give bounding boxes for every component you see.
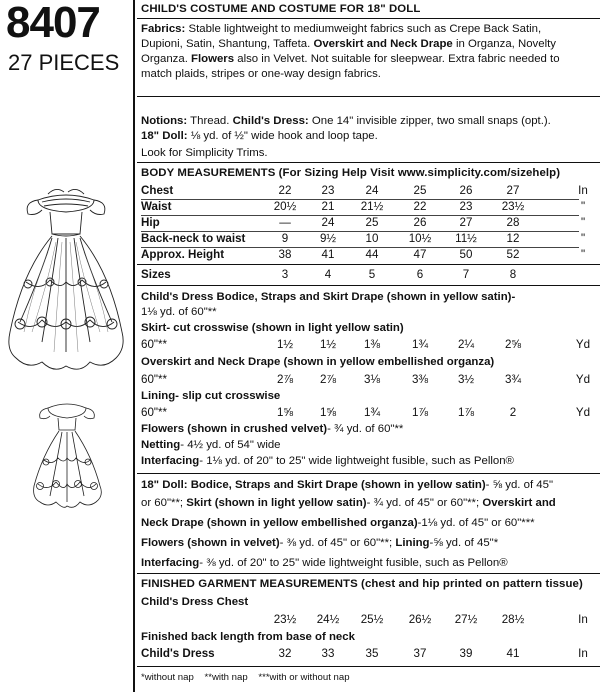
doll-line-1: 18" Doll: Bodice, Straps and Skirt Drape (shown in yellow satin)- ⅝ yd. of 45": [141, 479, 554, 491]
column-divider: [133, 0, 135, 692]
divider: [137, 264, 600, 265]
doll-line-5: Interfacing- ⅜ yd. of 20" to 25" wide lightweight fusible, such as Pellon®: [141, 557, 508, 569]
child-dress-illustration: [2, 182, 130, 378]
sizes-row: Sizes 3 4 5 6 7 8: [141, 268, 517, 281]
bodice-yardage: 1⅛ yd. of 60"**: [141, 306, 217, 318]
footnotes: [141, 672, 358, 683]
fabrics-line-3: Organza. Flowers also in Velvet. Not suitable for sleepwear. Extra fabric needed to: [141, 53, 560, 65]
finished-chest-row: 23½ 24½ 25½ 26½ 27½ 28½ In: [273, 613, 588, 626]
doll-line-2: or 60"**; Skirt (shown in light yellow satin)- ¾ yd. of 45" or 60"**; Overskirt and: [141, 497, 556, 509]
left-panel: [0, 0, 130, 692]
body-measurements-title: BODY MEASUREMENTS (For Sizing Help Visit www.simplicity.com/sizehelp): [141, 167, 561, 179]
measure-row-back-neck: Back-neck to waist 9 9½ 10 10½ 11½ 12 ": [141, 232, 586, 245]
footnote-without-nap: *without nap: [141, 672, 194, 683]
doll-line-3: Neck Drape (shown in yellow embellished organza)-1⅛ yd. of 45" or 60"***: [141, 517, 535, 529]
fabrics-line-1: Fabrics: Stable lightweight to mediumweight fabrics such as Crepe Back Satin,: [141, 23, 542, 35]
skirt-yardage-row: 60"** 1½ 1½ 1⅜ 1¾ 2¼ 2⅝ Yd: [141, 338, 591, 351]
measure-row-waist: Waist 20½ 21 21½ 22 23 23½ ": [141, 200, 586, 213]
doll-dress-illustration: [28, 396, 106, 514]
overskirt-yardage-row: 60"** 2⅞ 2⅞ 3⅛ 3⅜ 3½ 3¾ Yd: [141, 373, 591, 386]
divider: [137, 666, 600, 667]
finished-chest-label: Child's Dress Chest: [141, 596, 249, 608]
pattern-number: 8407: [6, 0, 100, 47]
finished-dress-row: Child's Dress 32 33 35 37 39 41 In: [141, 647, 588, 660]
divider: [137, 18, 600, 19]
footnote-with-nap: **with nap: [204, 672, 248, 683]
divider: [137, 162, 600, 163]
notions-line-3: Look for Simplicity Trims.: [141, 147, 268, 159]
overskirt-title: Overskirt and Neck Drape (shown in yellow embellished organza): [141, 356, 495, 368]
footnote-either-nap: ***with or without nap: [258, 672, 350, 683]
lining-title: Lining- slip cut crosswise: [141, 390, 281, 402]
measure-row-chest: Chest 22 23 24 25 26 27 In: [141, 184, 588, 197]
divider: [137, 473, 600, 474]
divider: [137, 96, 600, 97]
netting-line: Netting- 4½ yd. of 54" wide: [141, 439, 281, 451]
measure-row-height: Approx. Height 38 41 44 47 50 52 ": [141, 248, 586, 261]
doll-line-4: Flowers (shown in velvet)- ⅜ yd. of 45" or 60"**; Lining-⅝ yd. of 45"*: [141, 537, 499, 549]
pieces-count: 27 PIECES: [8, 50, 120, 75]
notions-line-2: 18" Doll: ⅛ yd. of ½" wide hook and loop tape.: [141, 130, 378, 142]
divider: [137, 285, 600, 286]
skirt-title: Skirt- cut crosswise (shown in light yellow satin): [141, 322, 404, 334]
flowers-line: Flowers (shown in crushed velvet)- ¾ yd. of 60"**: [141, 423, 404, 435]
pattern-title: CHILD'S COSTUME AND COSTUME FOR 18" DOLL: [141, 3, 421, 15]
finished-back-label: Finished back length from base of neck: [141, 631, 355, 643]
fabrics-line-4: match plaids, stripes or one-way design fabrics.: [141, 68, 381, 80]
lining-yardage-row: 60"** 1⅝ 1⅝ 1¾ 1⅞ 1⅞ 2 Yd: [141, 406, 591, 419]
finished-title: FINISHED GARMENT MEASUREMENTS (chest and hip printed on pattern tissue): [141, 578, 583, 590]
notions-line-1: Notions: Thread. Child's Dress: One 14" invisible zipper, two small snaps (opt.).: [141, 115, 551, 127]
interfacing-line: Interfacing- 1⅛ yd. of 20" to 25" wide lightweight fusible, such as Pellon®: [141, 455, 514, 467]
measure-row-hip: Hip — 24 25 26 27 28 ": [141, 216, 586, 229]
fabrics-line-2: Dupioni, Satin, Shantung, Taffeta. Overskirt and Neck Drape in Organza, Novelty: [141, 38, 556, 50]
bodice-title: Child's Dress Bodice, Straps and Skirt Drape (shown in yellow satin)-: [141, 291, 516, 303]
divider: [137, 573, 600, 574]
